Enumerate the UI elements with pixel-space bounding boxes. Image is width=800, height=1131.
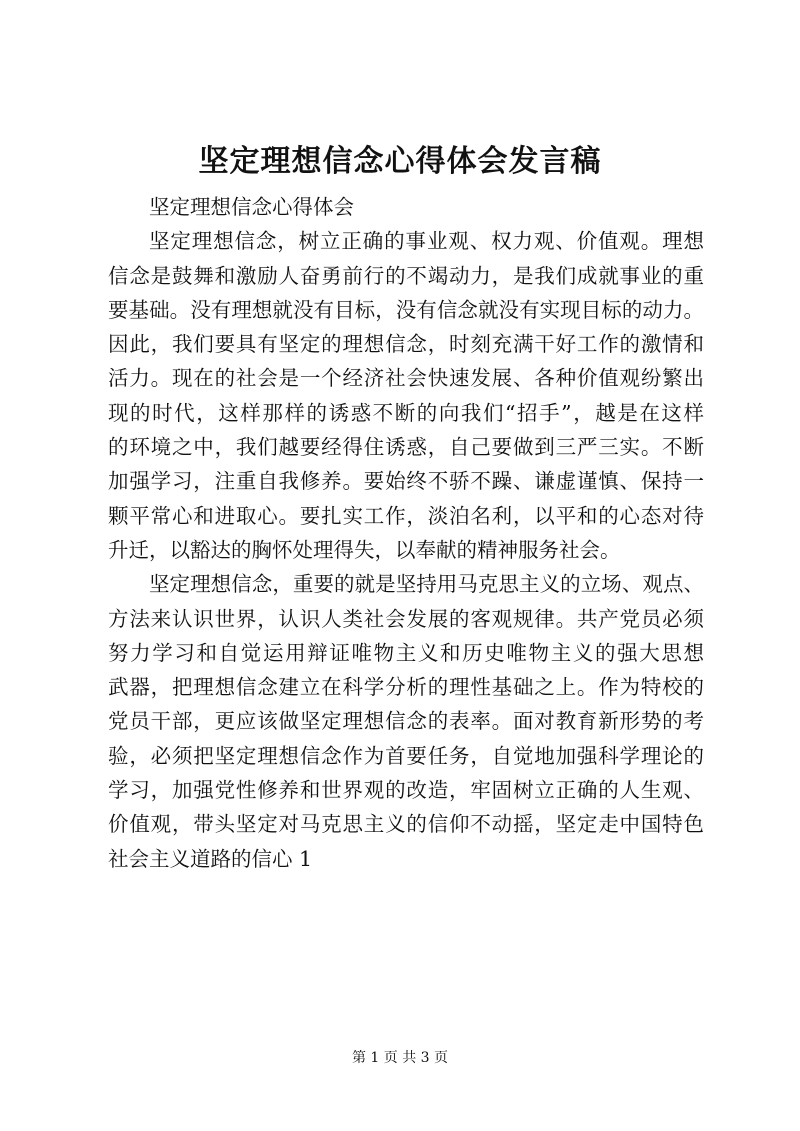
text-line: 信念是鼓舞和激励人奋勇前行的不竭动力，是我们成就事业的重 [108, 263, 704, 288]
text-line: 验，必须把坚定理想信念作为首要任务，自觉地加强科学理论的 [108, 743, 704, 768]
text-line: 活力。现在的社会是一个经济社会快速发展、各种价值观纷繁出 [108, 366, 704, 391]
document-subtitle: 坚定理想信念心得体会 [149, 195, 354, 219]
paragraph-2 [108, 567, 704, 876]
text-line: 要基础。没有理想就没有目标，没有信念就没有实现目标的动力。 [108, 297, 704, 322]
text-line: 武器，把理想信念建立在科学分析的理性基础之上。作为特校的 [108, 675, 704, 700]
text-line: 因此，我们要具有坚定的理想信念，时刻充满干好工作的激情和 [108, 332, 704, 357]
text-line: 坚定理想信念，树立正确的事业观、权力观、价值观。理想 [149, 229, 704, 254]
text-line: 努力学习和自觉运用辩证唯物主义和历史唯物主义的强大思想 [108, 640, 704, 665]
text-line: 现的时代，这样那样的诱惑不断的向我们“招手”，越是在这样 [108, 400, 704, 425]
text-line: 的环境之中，我们越要经得住诱惑，自己要做到三严三实。不断 [108, 435, 704, 460]
text-line: 学习，加强党性修养和世界观的改造，牢固树立正确的人生观、 [108, 778, 704, 803]
paragraph-1 [108, 224, 704, 567]
text-line: 升迁，以豁达的胸怀处理得失，以奉献的精神服务社会。 [108, 537, 621, 562]
text-line: 价值观，带头坚定对马克思主义的信仰不动摇，坚定走中国特色 [108, 812, 704, 837]
text-line: 方法来认识世界，认识人类社会发展的客观规律。共产党员必须 [108, 606, 704, 631]
text-line: 加强学习，注重自我修养。要始终不骄不躁、谦虚谨慎、保持一 [108, 469, 704, 494]
text-line: 社会主义道路的信心 1 [108, 846, 313, 871]
document-body [108, 190, 704, 876]
text-line: 颗平常心和进取心。要扎实工作，淡泊名利，以平和的心态对待 [108, 503, 704, 528]
page-footer: 第 1 页 共 3 页 [351, 1050, 449, 1066]
text-line: 党员干部，更应该做坚定理想信念的表率。面对教育新形势的考 [108, 709, 704, 734]
subtitle-paragraph [108, 190, 704, 224]
document-title: 坚定理想信念心得体会发言稿 [198, 144, 602, 179]
text-line: 坚定理想信念，重要的就是坚持用马克思主义的立场、观点、 [149, 572, 704, 597]
